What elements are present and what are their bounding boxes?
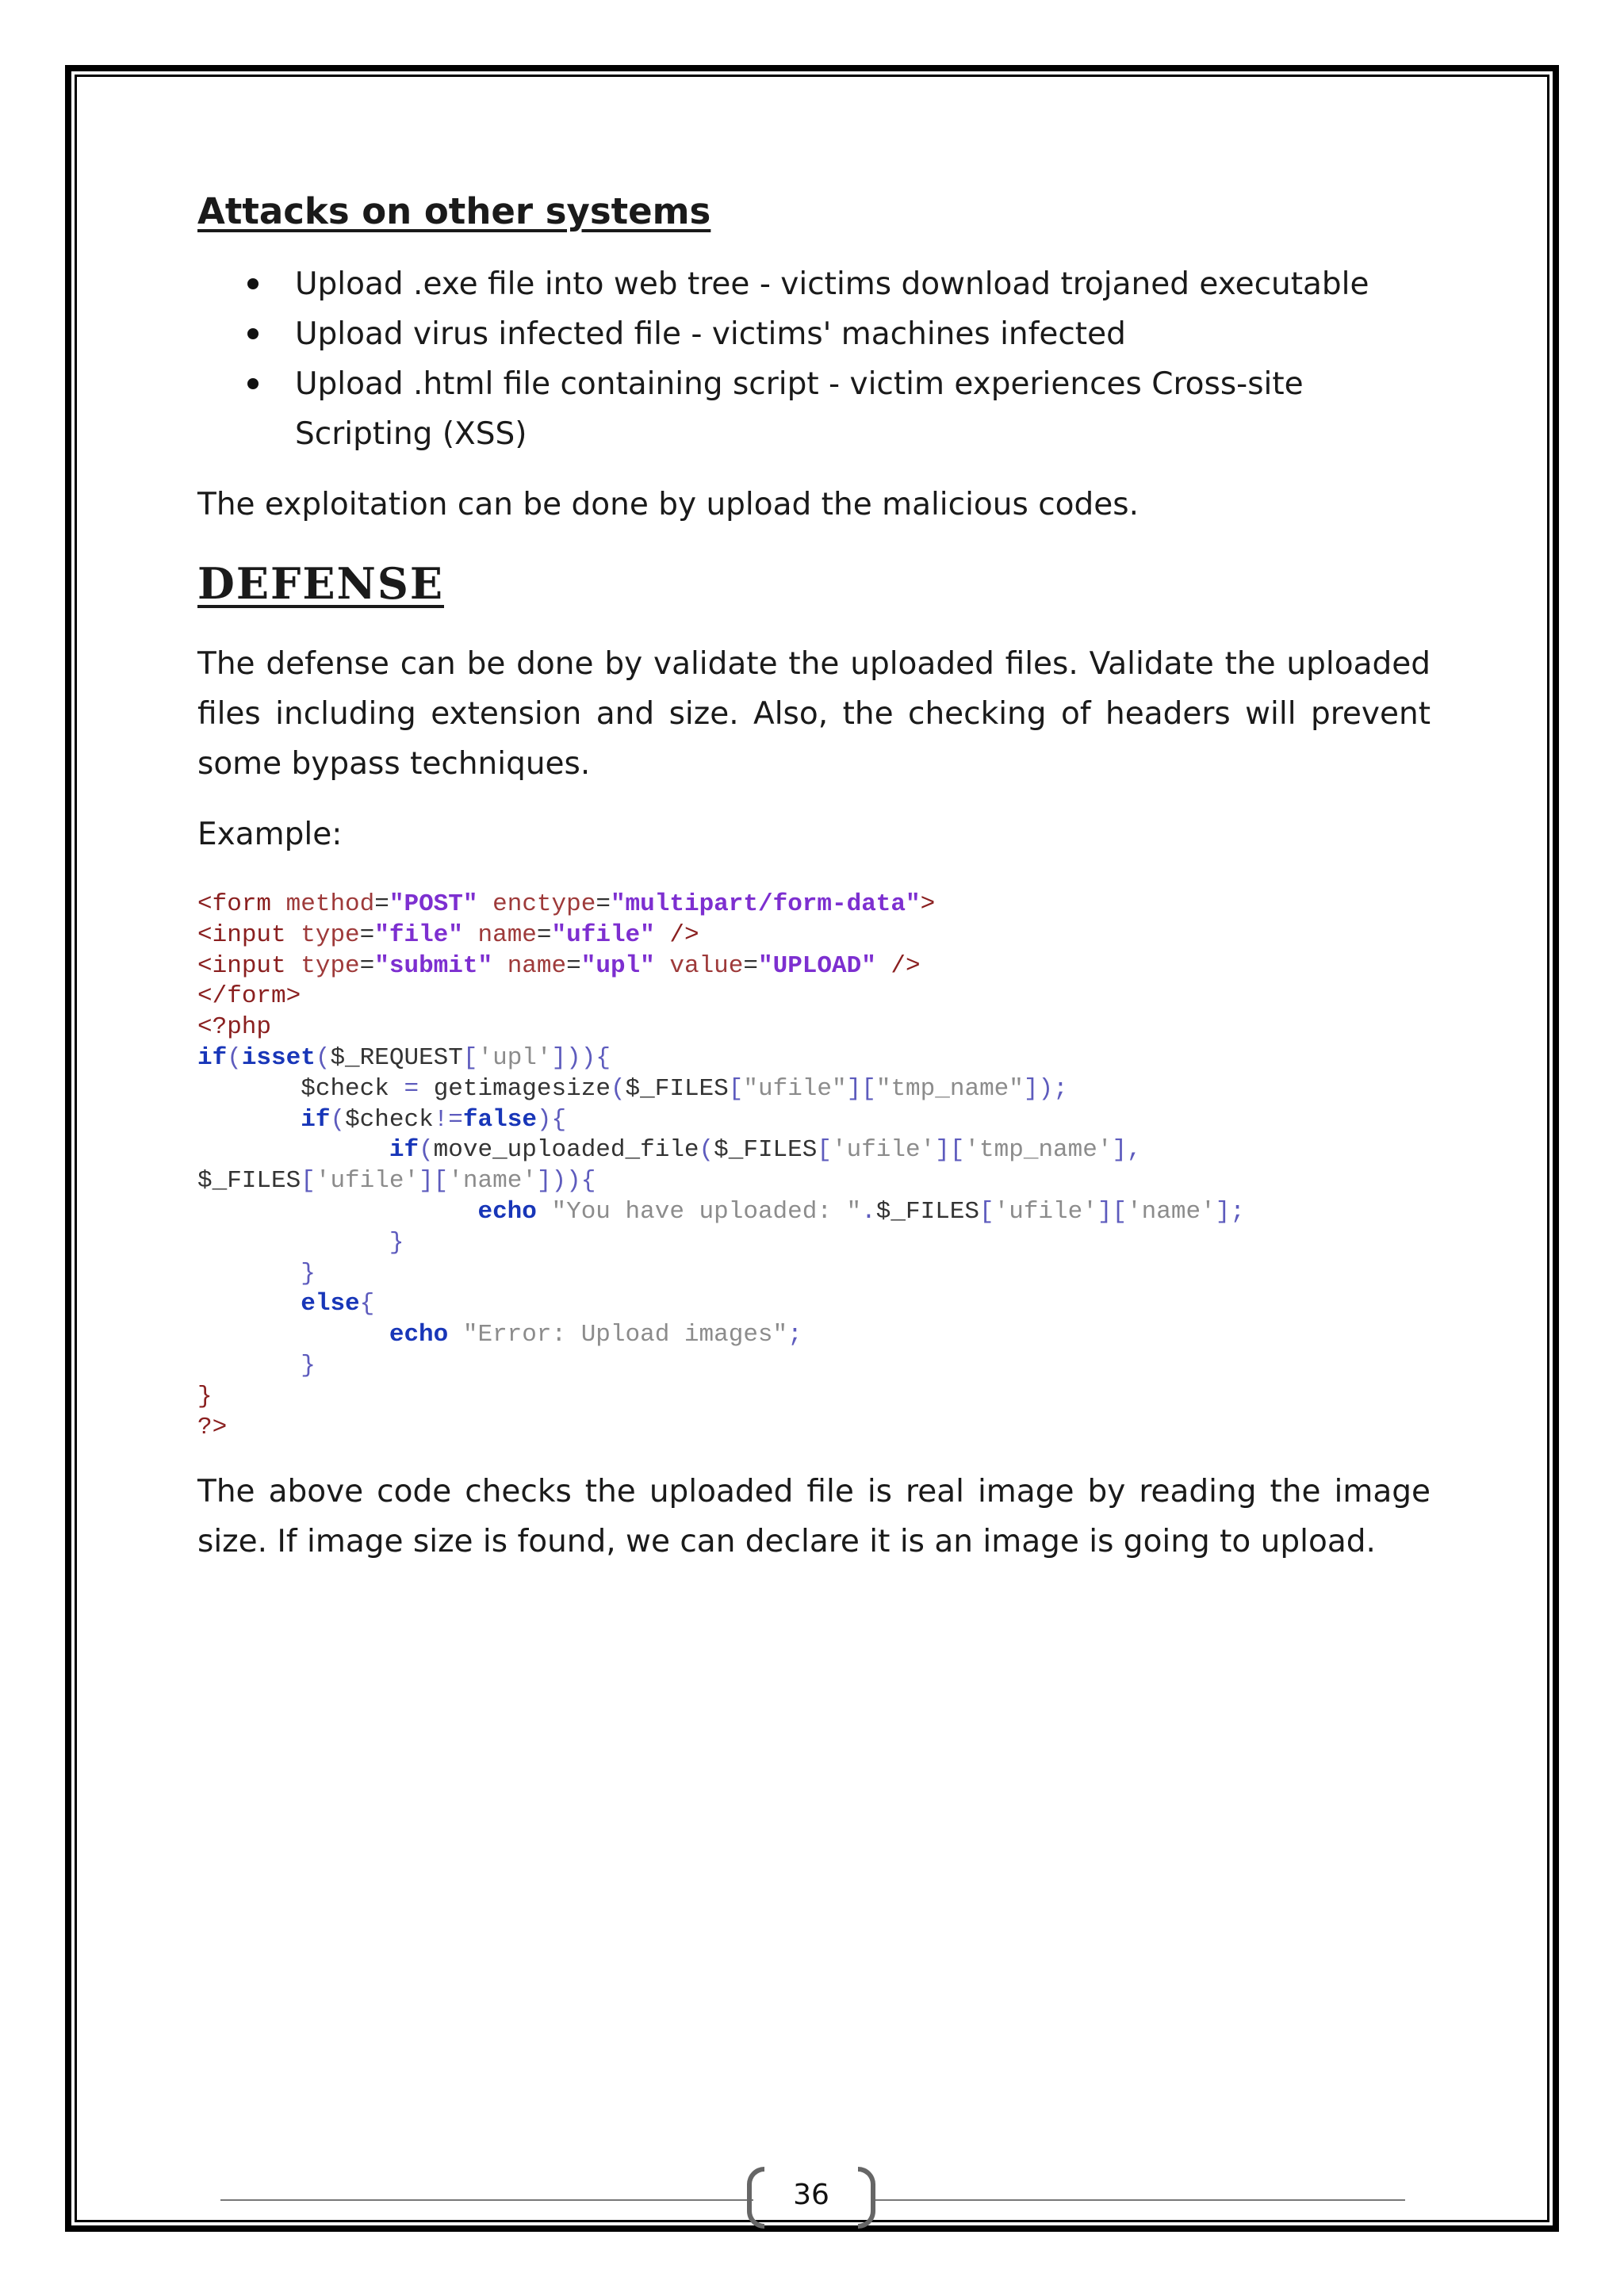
- page-content: [197, 190, 1431, 1567]
- section-heading-defense: DEFENSE: [197, 558, 444, 609]
- explanation-paragraph: The above code checks the uploaded file is real image by reading the image size. If image size is found, we can declare it is an image is going to upload.: [197, 1474, 1431, 1560]
- page-number: 36: [793, 2179, 829, 2211]
- example-label: Example:: [197, 817, 343, 852]
- subheading-attacks: Attacks on other systems: [197, 190, 711, 232]
- page-number-bracket-right: [858, 2167, 875, 2229]
- footer-rule-right: [871, 2199, 1405, 2201]
- list-item: Upload .exe file into web tree - victims download trojaned executable: [295, 259, 1431, 309]
- page-number-bracket-left: [747, 2167, 764, 2229]
- list-item: Upload .html file containing script - victim experiences Cross-site Scripting (XSS): [295, 359, 1431, 459]
- footer-rule-left: [220, 2199, 753, 2201]
- defense-paragraph: The defense can be done by validate the uploaded files. Validate the uploaded files including extension and size. Also, the checking of headers will prevent some bypass techniques.: [197, 646, 1431, 782]
- list-item: Upload virus infected file - victims' machines infected: [295, 309, 1431, 359]
- attack-list: [197, 259, 1431, 459]
- exploit-paragraph: The exploitation can be done by upload the malicious codes.: [197, 487, 1139, 522]
- code-block: <form method="POST" enctype="multipart/form-data"> <input type="file" name="ufile" /> <input type="submit" name="upl" value="UPLOAD" /> </form> <?php if(isset($_REQUEST['upl'])){ $check = getimagesize($_FILES["ufile"]["tmp_name"]); if($check!=false){ if(move_uploaded_file($_FILES['ufile']['tmp_name'], $_FILES['ufile']['name'])){ echo "You have uploaded: ".$_FILES['ufile']['name']; } } else{ echo "Error: Upload images"; } } ?>: [197, 890, 1245, 1441]
